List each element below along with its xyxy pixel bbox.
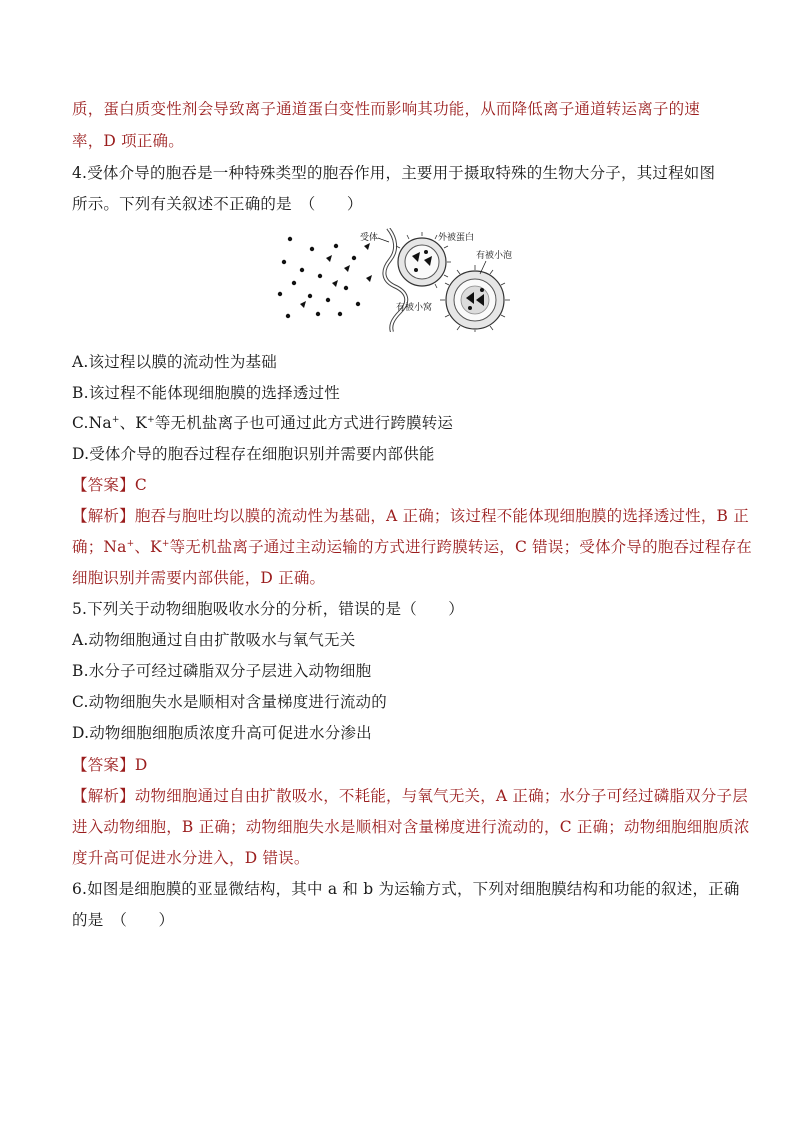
q5-analysis-line-2: 进入动物细胞，B 正确；动物细胞失水是顺相对含量梯度进行流动的，C 正确；动物细胞细胞质浓 (72, 818, 750, 836)
q4-analysis-text-1: 胞吞与胞吐均以膜的流动性为基础，A 正确；该过程不能体现细胞膜的选择透过性，B 正 (134, 507, 749, 525)
q4-analysis-line2-sup1: + (126, 538, 135, 549)
q4-analysis-line-3: 细胞识别并需要内部供能，D 正确。 (72, 569, 326, 587)
q5-answer-value: D (134, 756, 148, 774)
q4-option-c-post: 等无机盐离子也可通过此方式进行跨膜转运 (154, 414, 454, 432)
q4-analysis-line2-pre: 确；Na (72, 538, 127, 556)
q5-option-d: D.动物细胞细胞质浓度升高可促进水分渗出 (72, 724, 372, 742)
q5-answer-tag: 【答案】 (72, 756, 135, 774)
carryover-analysis-line-2: 率，D 项正确。 (72, 132, 184, 150)
label-coated-vesicle: 有被小泡 (476, 251, 513, 261)
label-coated-pit: 有被小窝 (396, 303, 433, 313)
q4-option-c-sup2: + (147, 414, 155, 425)
q5-stem: 5.下列关于动物细胞吸收水分的分析，错误的是（ ） (72, 600, 464, 618)
q4-answer-tag: 【答案】 (72, 476, 135, 494)
coated-vesicle (440, 265, 510, 332)
q5-analysis-tag: 【解析】 (72, 787, 135, 805)
q4-analysis-line-2 (72, 536, 752, 558)
q5-analysis-line-3: 度升高可促进水分进入，D 错误。 (72, 849, 310, 867)
q4-answer-value: C (134, 476, 147, 494)
q4-option-c-sup1: + (111, 414, 120, 425)
q4-option-c-mid: 、K (119, 414, 148, 432)
q4-option-b: B.该过程不能体现细胞膜的选择透过性 (72, 384, 340, 402)
q4-stem-line-1: 4.受体介导的胞吞是一种特殊类型的胞吞作用，主要用于摄取特殊的生物大分子，其过程如图 (72, 164, 716, 182)
q4-analysis-line2-sup2: + (161, 538, 170, 549)
q4-analysis-line2-post: 等无机盐离子通过主动运输的方式进行跨膜转运，C 错误；受体介导的胞吞过程存在 (169, 538, 752, 556)
q5-analysis-line-1 (72, 785, 748, 807)
q4-option-c-pre: C.Na (72, 414, 112, 432)
q6-stem-line-1: 6.如图是细胞膜的亚显微结构，其中 a 和 b 为运输方式，下列对细胞膜结构和功能的叙述，正确 (72, 880, 740, 898)
q4-analysis-line-1 (72, 505, 749, 527)
extracellular-particles (278, 237, 360, 318)
q4-option-c (72, 412, 724, 434)
carryover-analysis-line-1: 质，蛋白质变性剂会导致离子通道蛋白变性而影响其功能，从而降低离子通道转运离子的速 (72, 100, 701, 118)
q5-analysis-text-1: 动物细胞通过自由扩散吸水，不耗能，与氧气无关，A 正确；水分子可经过磷脂双分子层 (134, 787, 748, 805)
q6-stem-line-2: 的是 （ ） (72, 911, 175, 929)
q4-analysis-line2-mid: 、K (134, 538, 162, 556)
endocytosis-diagram (270, 228, 526, 332)
q5-answer (72, 754, 724, 776)
q5-option-a: A.动物细胞通过自由扩散吸水与氧气无关 (72, 631, 356, 649)
q4-option-d: D.受体介导的胞吞过程存在细胞识别并需要内部供能 (72, 445, 435, 463)
label-coat-protein: 外被蛋白 (438, 233, 475, 243)
q4-answer (72, 474, 724, 496)
q5-option-b: B.水分子可经过磷脂双分子层进入动物细胞 (72, 662, 372, 680)
q4-stem-line-2: 所示。下列有关叙述不正确的是 （ ） (72, 195, 363, 213)
ligand-triangles (300, 243, 372, 308)
endocytosis-figure (270, 228, 526, 332)
q4-option-a: A.该过程以膜的流动性为基础 (72, 353, 277, 371)
q5-option-c: C.动物细胞失水是顺相对含量梯度进行流动的 (72, 693, 387, 711)
q4-analysis-tag: 【解析】 (72, 507, 135, 525)
label-receptor: 受体 (360, 233, 379, 243)
